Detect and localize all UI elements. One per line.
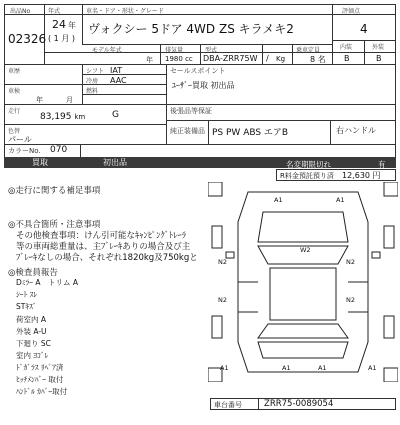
score-label: 評価点 (342, 8, 361, 15)
inspector-line: 室内 ﾖｺﾞﾚ (16, 351, 49, 360)
color-value: パール (8, 135, 32, 144)
damage-mark: W2 (300, 246, 311, 254)
damage-mark: A1 (274, 196, 283, 204)
score-value: 4 (360, 22, 368, 36)
recycle-value: 12,630 円 (342, 171, 381, 180)
model-year-label: モデル年式 (92, 47, 122, 54)
car-diagram (208, 182, 398, 382)
tag-first-listing: 初出品 (76, 157, 154, 168)
capacity-value: 8 名 (310, 55, 326, 64)
displacement-value: 1980 cc (165, 55, 193, 63)
sales-point-label: セールスポイント (170, 67, 226, 75)
displacement-label: 排気量 (165, 47, 184, 54)
fuel-value: G (112, 110, 119, 120)
inspection-month: 月 (66, 96, 73, 104)
model-year-unit: 年 (146, 56, 153, 64)
color-no-value: 070 (50, 145, 68, 155)
year-unit: 年 (68, 21, 76, 30)
damage-mark: N2 (346, 296, 355, 304)
inspector-line: ﾊﾝﾄﾞﾙ ｶﾊﾞｰ取付 (16, 387, 68, 396)
inspection-year: 年 (36, 96, 43, 104)
year-value: 24 (52, 18, 66, 31)
inspection-label: 車検 (8, 88, 21, 95)
inspector-line: 荷室内 A (16, 315, 47, 324)
color-no-label: カラーNo. (8, 147, 41, 155)
mileage-value: 83,195 km (40, 112, 86, 122)
inspector-title: ◎検査員報告 (8, 268, 58, 278)
inspector-line: 外装 A-U (16, 327, 47, 336)
inspector-line: Dﾐﾗｰ A トリム A (16, 278, 79, 287)
tag-buyback: 買取 (4, 157, 76, 168)
defect-line-2: 等の車両総重量は、主ﾌﾞﾚｰｷありの場合及び主 (16, 242, 191, 252)
model-value: DBA-ZRR75W (203, 54, 258, 63)
equipment-value: PS PW ABS エアB (212, 128, 289, 138)
damage-mark: N2 (218, 296, 227, 304)
car-name: ヴォクシー 5ドア 4WD ZS キラメキ2 (88, 22, 294, 36)
mileage-label: 走行 (8, 108, 21, 115)
damage-mark: A1 (282, 364, 291, 372)
sales-point-value: ﾕｰｻﾞｰ買取 初出品 (172, 81, 235, 90)
capacity-label: 乗車定員 (296, 47, 321, 54)
damage-mark: A1 (368, 364, 377, 372)
exterior-value: B (376, 54, 382, 63)
inspector-line: ﾋｯﾁﾒﾝﾊﾞｰ 取付 (16, 375, 64, 384)
travel-notes-title: ◎走行に関する補足事項 (8, 186, 101, 196)
name-change-label: 名変期限切れ (286, 160, 331, 169)
damage-mark: N2 (218, 258, 227, 266)
name-change-value: 有 (378, 160, 386, 169)
inspector-line: STｷｽﾞ (16, 302, 37, 311)
car-history-label: 車歴 (8, 68, 21, 75)
interior-label: 内装 (340, 44, 353, 51)
load-slash: / (266, 54, 269, 63)
defect-line-1: その他検査事項：けん引可能なｷｬﾝﾋﾟﾝｸﾞﾄﾚｰﾗ (16, 231, 187, 241)
venue-label: 出品No (10, 8, 31, 15)
inspector-line: ﾄﾞｶﾞﾗｽ ﾘﾍﾟｱ済 (16, 363, 64, 372)
recycle-label: R料金預託預り済 (280, 172, 334, 180)
damage-mark: A1 (318, 364, 327, 372)
load-unit: Kg (276, 55, 286, 63)
lot-number: 02326 (8, 32, 47, 46)
year-label: 年式 (48, 8, 61, 15)
shift-label: シフト (86, 68, 105, 75)
month-bracket: ( 1 月 ) (48, 34, 75, 43)
chassis-value: ZRR75-0089054 (264, 399, 334, 409)
equipment-label: 純正装備品 (170, 127, 205, 135)
color-change-label: 色替 (8, 128, 21, 135)
interior-value: B (344, 54, 350, 63)
defect-notes-title: ◎不具合箇所・注意事項 (8, 220, 101, 230)
chassis-label: 車台番号 (214, 401, 242, 409)
damage-mark: A1 (220, 364, 229, 372)
warranty-label: 後張品等保証 (170, 107, 212, 115)
exterior-label: 外装 (372, 44, 385, 51)
model-label: 型式 (205, 47, 218, 54)
defect-line-3: ﾌﾞﾚｰｷなしの場合、それぞれ1820kg及750kgと (16, 253, 198, 263)
handle-value: 右ハンドル (336, 126, 376, 135)
fuel-label: 燃料 (86, 88, 99, 95)
inspector-line: ｼｰﾄ ｽﾚ (16, 290, 38, 299)
month-value: 1 (53, 34, 59, 43)
damage-mark: N2 (346, 258, 355, 266)
shift-value: IAT (110, 66, 123, 75)
car-name-label: 車名・ドア・形状・グレード (86, 8, 164, 15)
cooler-label: 冷房 (86, 78, 99, 85)
inspector-line: 下廻り SC (16, 339, 51, 348)
cooler-value: AAC (110, 76, 127, 85)
damage-mark: A1 (336, 196, 345, 204)
